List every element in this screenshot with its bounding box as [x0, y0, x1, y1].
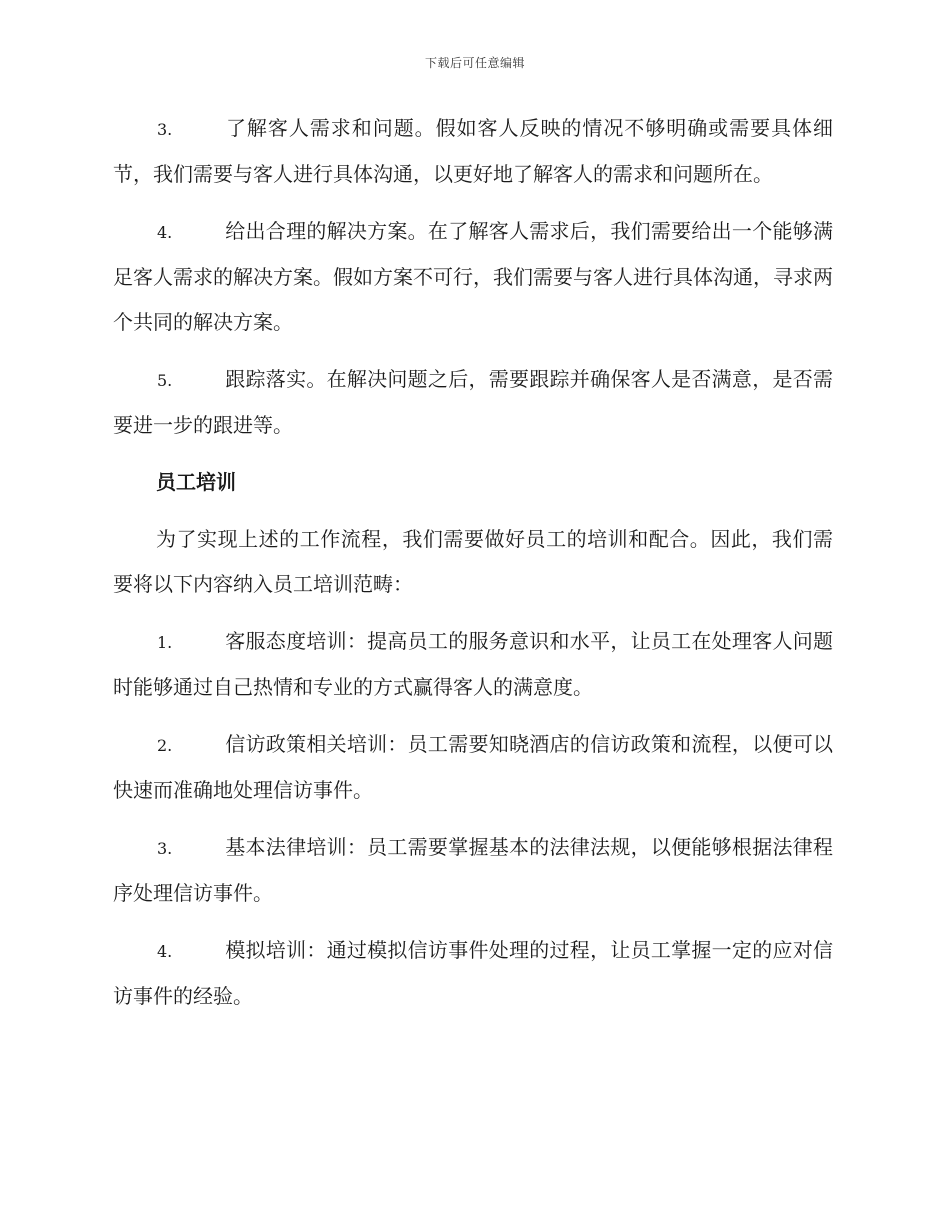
- training-item: [113, 722, 833, 813]
- training-item: [113, 928, 833, 1019]
- training-item-number: 3.: [157, 839, 173, 858]
- step-number: 5.: [157, 371, 173, 390]
- step-text: 给出合理的解决方案。在了解客人需求后，我们需要给出一个能够满足客人需求的解决方案。假如方案不可行，我们需要与客人进行具体沟通，寻求两个共同的解决方案。: [113, 219, 833, 334]
- training-item: [113, 825, 833, 916]
- document-body: [113, 106, 833, 1031]
- step-item: [113, 357, 833, 448]
- step-number: 3.: [157, 120, 173, 139]
- training-item-number: 1.: [157, 633, 173, 652]
- header-note: 下载后可任意编辑: [424, 56, 525, 70]
- training-item-text: 客服态度培训：提高员工的服务意识和水平，让员工在处理客人问题时能够通过自己热情和专业的方式赢得客人的满意度。: [113, 629, 833, 699]
- step-item: [113, 209, 833, 345]
- training-item: [113, 619, 833, 710]
- training-item-text: 模拟培训：通过模拟信访事件处理的过程，让员工掌握一定的应对信访事件的经验。: [113, 938, 833, 1008]
- training-item-text: 基本法律培训：员工需要掌握基本的法律法规，以便能够根据法律程序处理信访事件。: [113, 835, 833, 905]
- step-number: 4.: [157, 223, 173, 242]
- training-item-text: 信访政策相关培训：员工需要知晓酒店的信访政策和流程，以便可以快速而准确地处理信访事件。: [113, 732, 833, 802]
- training-intro: 为了实现上述的工作流程，我们需要做好员工的培训和配合。因此，我们需要将以下内容纳入员工培训范畴：: [113, 527, 833, 596]
- training-item-number: 4.: [157, 942, 173, 961]
- step-item: [113, 106, 833, 197]
- section-heading: 员工培训: [156, 470, 236, 494]
- step-text: 跟踪落实。在解决问题之后，需要跟踪并确保客人是否满意，是否需要进一步的跟进等。: [113, 367, 833, 437]
- step-text: 了解客人需求和问题。假如客人反映的情况不够明确或需要具体细节，我们需要与客人进行具体沟通，以更好地了解客人的需求和问题所在。: [113, 116, 833, 186]
- training-item-number: 2.: [157, 736, 173, 755]
